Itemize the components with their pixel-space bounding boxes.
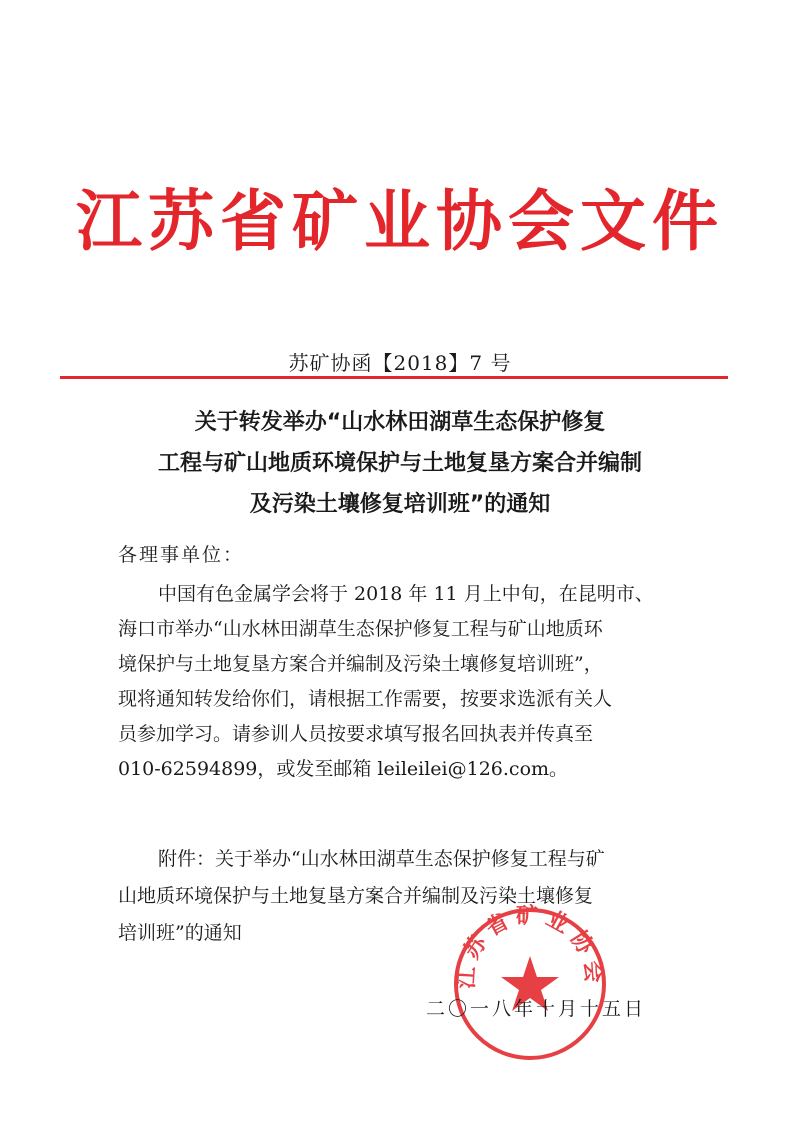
official-seal-stamp (450, 904, 610, 1064)
body-paragraph (118, 577, 688, 787)
attachment-note (118, 841, 698, 952)
body-line-2: 海口市举办“山水林田湖草生态保护修复工程与矿山地质环 (118, 618, 603, 640)
issue-date: 二〇一八年十月十五日 (426, 998, 647, 1020)
document-number: 苏矿协函【2018】7 号 (288, 351, 512, 375)
title-line-2: 工程与矿山地质环境保护与土地复垦方案合并编制 (157, 451, 642, 476)
body-line-6: 010-62594899，或发至邮箱 leileilei@126.com。 (118, 758, 569, 780)
attachment-line-1: 附件：关于举办“山水林田湖草生态保护修复工程与矿 (158, 848, 605, 870)
body-line-3: 境保护与土地复垦方案合并编制及污染土壤修复培训班”， (118, 653, 603, 675)
salutation: 各理事单位： (118, 544, 245, 566)
document-title (0, 402, 800, 525)
red-divider-line (60, 376, 728, 379)
seal-text: 江苏省矿业协会 (454, 904, 606, 990)
title-line-3: 及污染土壤修复培训班”的通知 (249, 492, 551, 517)
title-line-1: 关于转发举办“山水林田湖草生态保护修复 (194, 410, 606, 435)
attachment-line-2: 山地质环境保护与土地复垦方案合并编制及污染土壤修复 (118, 885, 594, 907)
issuer-header-title: 江苏省矿业协会文件 (76, 183, 724, 260)
body-line-4: 现将通知转发给你们，请根据工作需要，按要求选派有关人 (118, 688, 613, 710)
attachment-line-3: 培训班”的通知 (118, 922, 242, 944)
body-line-1: 中国有色金属学会将于 2018 年 11 月上中旬，在昆明市、 (158, 583, 654, 605)
body-line-5: 员参加学习。请参训人员按要求填写报名回执表并传真至 (118, 723, 594, 745)
